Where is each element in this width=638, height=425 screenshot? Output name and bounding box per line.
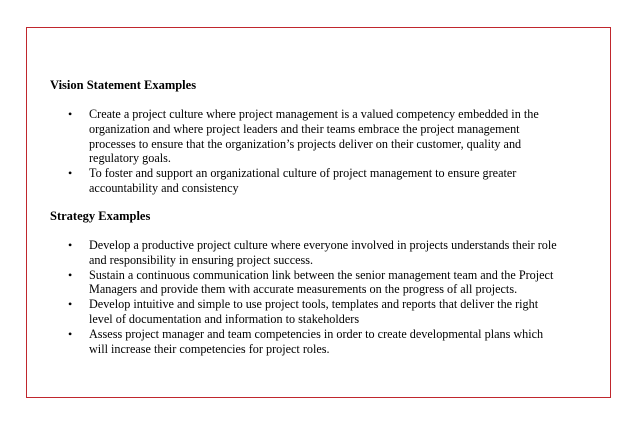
list-item [50, 238, 560, 268]
strategy-item-4-text: Assess project manager and team competencies in order to create developmental plans which will increase their competencies for project roles. [89, 326, 544, 356]
list-item [50, 166, 560, 196]
bullet-icon: • [68, 166, 73, 181]
bullet-icon: • [68, 297, 73, 312]
strategy-item-3-text: Develop intuitive and simple to use project tools, templates and reports that deliver the right level of documentation and information to stakeholders [89, 297, 539, 326]
list-item [50, 107, 560, 166]
strategy-list [50, 238, 560, 356]
bullet-icon: • [68, 326, 73, 341]
list-item [50, 297, 560, 327]
list-item [50, 268, 560, 298]
vision-list [50, 107, 560, 196]
vision-heading: Vision Statement Examples [50, 78, 197, 92]
bullet-icon: • [68, 107, 73, 121]
strategy-item-1-text: Develop a productive project culture where everyone involved in projects understands their role and responsibility in ensuring project success. [89, 238, 557, 267]
bullet-icon: • [68, 238, 73, 252]
vision-item-2-text: To foster and support an organizational culture of project management to ensure greater accountability and consistency [89, 166, 517, 195]
list-item [50, 327, 560, 357]
strategy-heading: Strategy Examples [50, 209, 151, 223]
vision-item-1-text: Create a project culture where project management is a valued competency embedded in the organization and where project leaders and their teams embrace the project management processes to ensure that the organization’s projects deliver on their customer, quality and regulatory goals. [89, 107, 539, 166]
bullet-icon: • [68, 267, 73, 282]
strategy-item-2-text: Sustain a continuous communication link between the senior management team and the Project Managers and provide them with accurate measurements on the progress of all projects. [89, 267, 554, 297]
